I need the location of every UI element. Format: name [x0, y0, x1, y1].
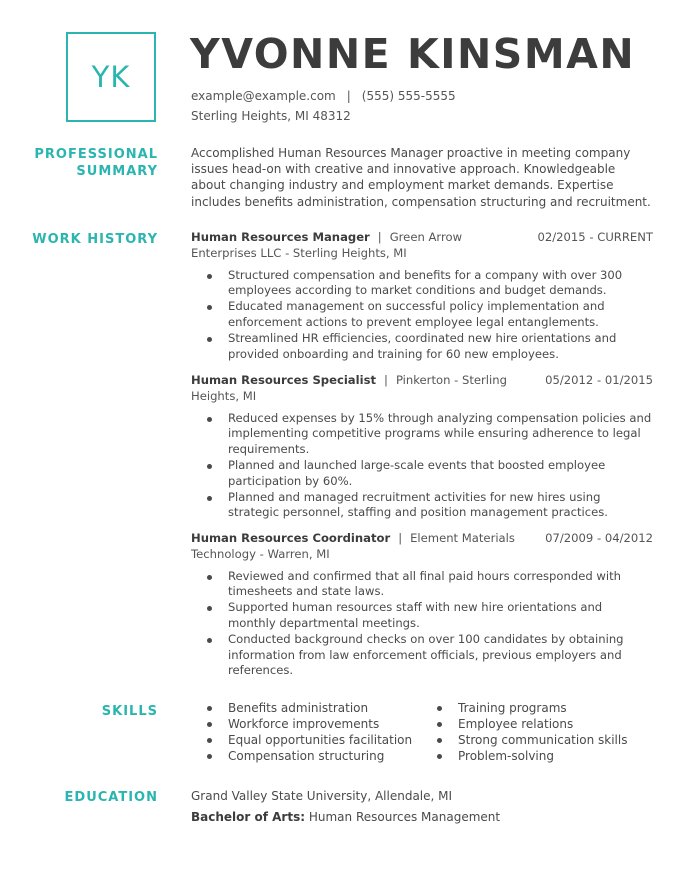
job-dates: 05/2012 - 01/2015	[545, 373, 653, 387]
section-label-education: EDUCATION	[64, 790, 158, 805]
job-bullet: Streamlined HR efficiencies, coordinated new hire orientations and provided onboarding and training for 60 new employees.	[191, 331, 653, 363]
address: Sterling Heights, MI 48312	[191, 109, 351, 123]
skill-item: Employee relations	[421, 716, 651, 732]
skill-item: Training programs	[421, 700, 651, 716]
education-degree-line	[191, 807, 500, 828]
skills-column-right	[421, 700, 651, 764]
job-title: Human Resources Specialist	[191, 373, 377, 387]
job-header	[191, 531, 653, 563]
education-degree: Bachelor of Arts	[191, 810, 301, 824]
education-field: Human Resources Management	[308, 810, 501, 824]
job-entry	[191, 373, 653, 521]
skill-item: Compensation structuring	[191, 748, 421, 764]
job-bullets	[191, 411, 653, 522]
job-bullets	[191, 268, 653, 363]
skill-item: Problem-solving	[421, 748, 651, 764]
education-degree-sep: :	[300, 810, 306, 824]
skills-list	[191, 700, 661, 764]
job-dates: 02/2015 - CURRENT	[537, 230, 653, 244]
monogram-box	[66, 32, 156, 122]
job-company: Pinkerton - Sterling	[395, 373, 507, 387]
candidate-name: YVONNE KINSMAN	[190, 30, 636, 78]
skill-item: Strong communication skills	[421, 732, 651, 748]
job-pipe: |	[398, 531, 403, 545]
job-title: Human Resources Manager	[191, 230, 370, 244]
contact-info	[191, 86, 456, 126]
job-company: Element Materials	[410, 531, 515, 545]
job-bullet: Reduced expenses by 15% through analyzing compensation policies and implementing competitive programs while ensuring adherence to legal requirements.	[191, 411, 653, 458]
skill-item: Workforce improvements	[191, 716, 421, 732]
job-pipe: |	[384, 373, 388, 387]
education-entry	[191, 786, 500, 828]
job-location: Heights, MI	[191, 388, 257, 403]
job-bullet: Educated management on successful policy implementation and enforcement actions to prevent employee legal entanglements.	[191, 299, 653, 331]
job-bullet: Reviewed and confirmed that all final paid hours corresponded with timesheets and state laws.	[191, 569, 653, 601]
job-header	[191, 373, 653, 405]
job-bullet: Structured compensation and benefits for a company with over 300 employees according to market conditions and budget demands.	[191, 268, 653, 300]
section-label-work-history: WORK HISTORY	[32, 232, 158, 247]
email: example@example.com	[191, 89, 336, 103]
job-location: Enterprises LLC - Sterling Heights, MI	[191, 245, 407, 260]
job-entry	[191, 230, 653, 362]
job-entry	[191, 531, 653, 679]
job-title: Human Resources Coordinator	[191, 531, 391, 545]
job-bullet: Planned and managed recruitment activities for new hires using strategic personnel, staffing and position management practices.	[191, 490, 653, 522]
skill-item: Equal opportunities facilitation	[191, 732, 421, 748]
job-pipe: |	[377, 230, 382, 244]
section-label-summary: PROFESSIONAL SUMMARY	[34, 147, 158, 179]
summary-text: Accomplished Human Resources Manager proactive in meeting company issues head-on with creative and innovative approach. Knowledgeable about changing industry and employment market demands. Expertise includes benefits administration, compensation structuring and recruitment.	[191, 146, 651, 209]
skill-item: Benefits administration	[191, 700, 421, 716]
job-company: Green Arrow	[389, 230, 463, 244]
job-dates: 07/2009 - 04/2012	[545, 531, 653, 545]
job-location: Technology - Warren, MI	[191, 546, 330, 561]
skills-column-left	[191, 700, 421, 764]
job-header	[191, 230, 653, 262]
job-bullets	[191, 569, 653, 680]
section-label-skills: SKILLS	[101, 704, 158, 719]
contact-separator: |	[346, 89, 351, 103]
job-bullet: Supported human resources staff with new hire orientations and monthly departmental meetings.	[191, 600, 653, 632]
job-bullet: Conducted background checks on over 100 candidates by obtaining information from law enforcement officials, previous employers and references.	[191, 632, 653, 679]
phone: (555) 555-5555	[361, 89, 456, 103]
education-school: Grand Valley State University, Allendale, MI	[191, 789, 453, 803]
monogram-initials: YK	[91, 60, 131, 94]
job-bullet: Planned and launched large-scale events that boosted employee participation by 60%.	[191, 458, 653, 490]
